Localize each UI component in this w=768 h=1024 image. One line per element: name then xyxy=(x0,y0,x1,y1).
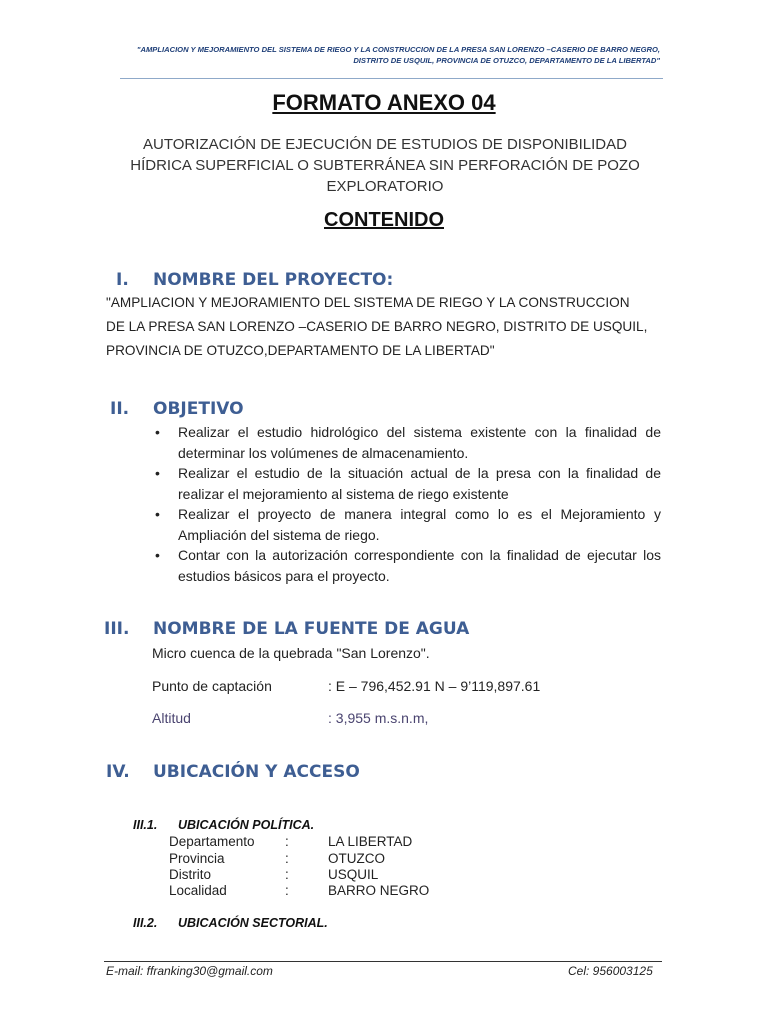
altitud-label: Altitud xyxy=(152,710,191,726)
objective-text: Realizar el estudio de la situación actual de la presa con la finalidad de realizar el mejoramiento al sistema de riego existente xyxy=(178,465,661,502)
location-value: LA LIBERTAD xyxy=(328,834,413,849)
header-divider xyxy=(120,78,663,79)
captacion-label: Punto de captación xyxy=(152,678,272,694)
objective-text: Contar con la autorización correspondiente con la finalidad de ejecutar los estudios básicos para el proyecto. xyxy=(178,547,661,584)
bullet-icon: • xyxy=(155,547,160,563)
running-header xyxy=(110,44,660,66)
contenido-heading: CONTENIDO xyxy=(324,209,444,231)
location-separator: : xyxy=(285,883,289,898)
objective-text: Realizar el proyecto de manera integral como lo es el Mejoramiento y Ampliación del sistema de riego. xyxy=(178,506,661,543)
location-separator: : xyxy=(285,851,289,866)
objective-item xyxy=(153,463,661,504)
objective-text: Realizar el estudio hidrológico del sistema existente con la finalidad de determinar los volúmenes de almacenamiento. xyxy=(178,424,661,461)
location-value: BARRO NEGRO xyxy=(328,883,430,898)
section-4-number: IV. xyxy=(106,762,130,782)
footer-divider xyxy=(104,961,662,962)
location-label: Distrito xyxy=(169,867,212,882)
subtitle-line1: AUTORIZACIÓN DE EJECUCIÓN DE ESTUDIOS DE DISPONIBILIDAD xyxy=(143,136,627,153)
bullet-icon: • xyxy=(155,465,160,481)
subtitle-line3: EXPLORATORIO xyxy=(326,178,444,195)
bullet-icon: • xyxy=(155,506,160,522)
location-value: OTUZCO xyxy=(328,851,385,866)
section-1-number: I. xyxy=(116,270,129,290)
location-label: Provincia xyxy=(169,851,225,866)
location-separator: : xyxy=(285,834,289,849)
objective-item xyxy=(153,504,661,545)
location-label: Departamento xyxy=(169,834,255,849)
subsection-1-title: UBICACIÓN POLÍTICA. xyxy=(178,818,315,832)
location-value: USQUIL xyxy=(328,867,379,882)
captacion-value: : E – 796,452.91 N – 9’119,897.61 xyxy=(328,678,541,694)
objective-item xyxy=(153,545,661,586)
project-name-line1: "AMPLIACION Y MEJORAMIENTO DEL SISTEMA DE RIEGO Y LA CONSTRUCCION xyxy=(106,295,630,310)
section-4-title: UBICACIÓN Y ACCESO xyxy=(153,762,360,782)
project-name-line2: DE LA PRESA SAN LORENZO –CASERIO DE BARRO NEGRO, DISTRITO DE USQUIL, xyxy=(106,319,648,334)
section-3-number: III. xyxy=(104,619,130,639)
location-label: Localidad xyxy=(169,883,227,898)
location-separator: : xyxy=(285,867,289,882)
objective-list xyxy=(153,422,661,586)
project-name xyxy=(106,291,662,363)
subsection-1-number: III.1. xyxy=(133,818,158,832)
altitud-value: : 3,955 m.s.n.m, xyxy=(328,710,429,726)
project-name-line3: PROVINCIA DE OTUZCO,DEPARTAMENTO DE LA LIBERTAD" xyxy=(106,343,495,358)
section-2-title: OBJETIVO xyxy=(153,399,244,419)
subsection-2-number: III.2. xyxy=(133,916,158,930)
subsection-2-title: UBICACIÓN SECTORIAL. xyxy=(178,916,328,930)
footer-email: E-mail: ffranking30@gmail.com xyxy=(106,964,273,978)
section-3-title: NOMBRE DE LA FUENTE DE AGUA xyxy=(153,619,470,639)
section-2-number: II. xyxy=(110,399,130,419)
subtitle-line2: HÍDRICA SUPERFICIAL O SUBTERRÁNEA SIN PERFORACIÓN DE POZO xyxy=(130,157,640,174)
objective-item xyxy=(153,422,661,463)
water-source-text: Micro cuenca de la quebrada "San Lorenzo". xyxy=(152,645,430,661)
section-1-title: NOMBRE DEL PROYECTO: xyxy=(153,270,394,290)
document-title: FORMATO ANEXO 04 xyxy=(272,90,496,115)
document-subtitle xyxy=(110,134,660,197)
running-header-line1: "AMPLIACION Y MEJORAMIENTO DEL SISTEMA DE RIEGO Y LA CONSTRUCCION DE LA PRESA SAN LORENZO –CASERIO DE BARRO NEGRO, xyxy=(136,45,660,54)
running-header-line2: DISTRITO DE USQUIL, PROVINCIA DE OTUZCO, DEPARTAMENTO DE LA LIBERTAD" xyxy=(353,56,660,65)
footer-phone: Cel: 956003125 xyxy=(568,964,653,978)
bullet-icon: • xyxy=(155,424,160,440)
